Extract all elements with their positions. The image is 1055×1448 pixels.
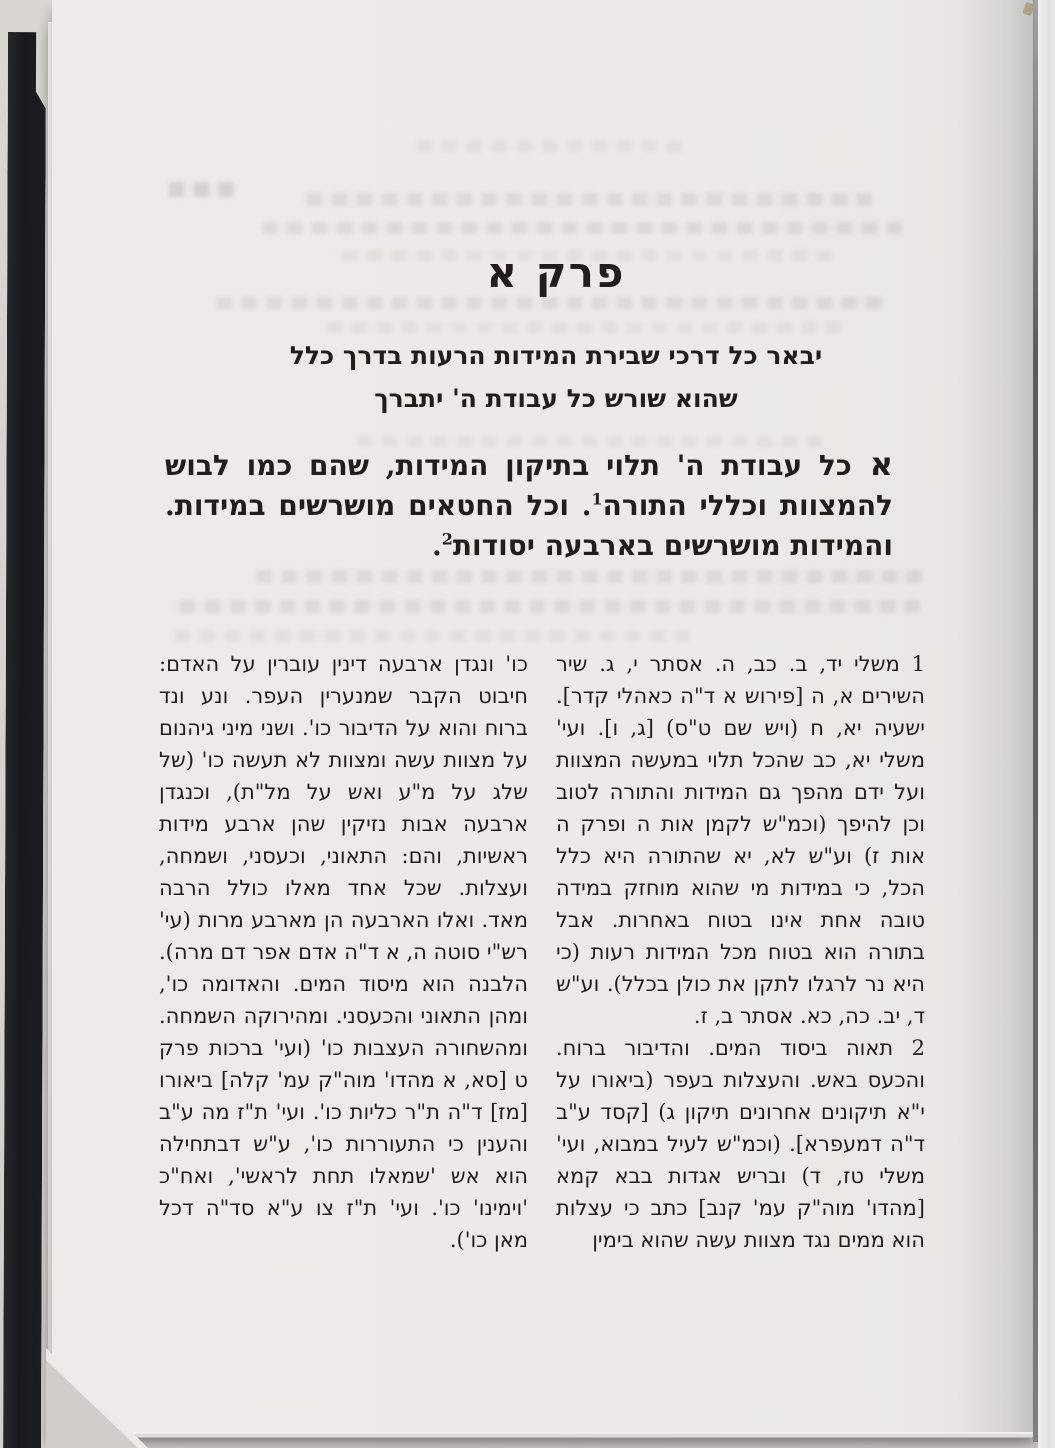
- bleed-through-text: [212, 297, 882, 309]
- footnote-column-right: [556, 648, 925, 1256]
- footnote-ref-1: 1: [591, 489, 603, 509]
- main-text-segment-2: . וכל החטאים מושרשים במידות. והמידות מושרשים בארבעה יסודות: [165, 489, 893, 562]
- footnote-ref-2: 2: [441, 529, 453, 549]
- chapter-subtitle: [65, 334, 1047, 420]
- section-letter: א: [869, 445, 893, 483]
- gutter-shadow: [954, 0, 1034, 1432]
- footnote-column-left: [159, 648, 528, 1256]
- main-paragraph: [165, 444, 893, 566]
- book-page: [52, 0, 1034, 1432]
- facing-page-edge: [1038, 0, 1055, 1448]
- bleed-through-text: [322, 322, 842, 333]
- bleed-through-text: [412, 140, 682, 152]
- subtitle-line-1: יבאר כל דרכי שבירת המידות הרעות בדרך כלל: [289, 341, 823, 370]
- chapter-title: פרק א: [486, 248, 626, 297]
- bleed-through-text: [170, 600, 920, 613]
- footnote-2-continuation: כו' ונגדן ארבעה דינין עוברין על האדם: חיבוט הקבר שמנערין העפר. ונע ונד ברוח והוא על הדיבור כו'. ושני מיני גיהנום על מצוות עשה ומצוות לא תעשה כו' (של שלג על מ"ע ואש על מל"ת), וכנגדן ארבעה אבות נזיקין שהן ארבע מידות ראשיות, והם: התאוני, וכעסני, ושמחה, ועצלות. שכל אחד מאלו כולל הרבה מאד. ואלו הארבעה הן מארבע מרות (עי' רש"י סוטה ה, א ד"ה אדם אפר דם מרה). הלבנה הוא מיסוד המים. והאדומה כו', ומהן התאוני והכעסני. ומהירוקה השמחה. ומהשחורה העצבות כו' (ועי' ברכות פרק ט [סא, א מהדו' מוה"ק עמ' קלה] ביאורו [מז] ד"ה ת"ר כליות כו'. ועי' ת"ז מה ע"ב והענין כי התעוררות כו', ע"ש דבתחילה הוא אש 'שמאלו תחת לראשי', ואח"כ 'וימינו' כו'. ועי' ת"ז צו ע"א סד"ה דכל מאן כו').: [159, 652, 529, 1252]
- main-text-segment-3: .: [432, 529, 442, 562]
- footnote-columns: [159, 648, 925, 1256]
- footnote-2: 2 תאוה ביסוד המים. והדיבור ברוח. והכעס באש. והעצלות בעפר (ביאורו על י"א תיקונים אחרונים תיקון ג) [קסד ע"ב ד"ה דמעפרא]. (וכמ"ש לעיל במבוא, ועי' משלי טז, ד) ובריש אגדות בבא קמא [מהדו' מוה"ק עמ' קנב] כתב כי עצלות הוא ממים נגד מצוות עשה שהוא בימין: [556, 1036, 925, 1252]
- book-cover-edge: [3, 32, 46, 1448]
- bleed-through-text: [168, 182, 234, 197]
- bleed-through-text: [262, 222, 902, 234]
- bleed-through-text: [170, 630, 690, 642]
- bleed-through-text: [302, 193, 872, 206]
- footnote-1: 1 משלי יד, ב. כב, ה. אסתר י, ג. שיר השירים א, ה [פירוש א ד"ה כאהלי קדר]. ישעיה יא, ח (ויש שם ט"ס) [ג, ו]. ועי' משלי יא, כב שהכל תלוי במעשה המצוות ועל ידם מהפך גם המידות והתורה לטוב וכן להיפך (וכמ"ש לקמן אות ה ופרק ה אות ז) וע"ש לא, יא שהתורה היא כלל הכל, כי במידות מי שהוא מוחזק במידה טובה אחת אינו בטוח באחרות. אבל בתורה הוא בטוח מכל המידות רעות (כי היא נר לרגלו לתקן את כולן בכלל). וע"ש ד, יב. כה, כא. אסתר ב, ז.: [556, 652, 926, 1028]
- bleed-through-text: [252, 570, 922, 583]
- main-text-segment-1: כל עבודת ה' תלוי בתיקון המידות, שהם כמו לבוש להמצוות וכללי התורה: [165, 449, 893, 522]
- subtitle-line-2: שהוא שורש כל עבודת ה' יתברך: [374, 384, 738, 413]
